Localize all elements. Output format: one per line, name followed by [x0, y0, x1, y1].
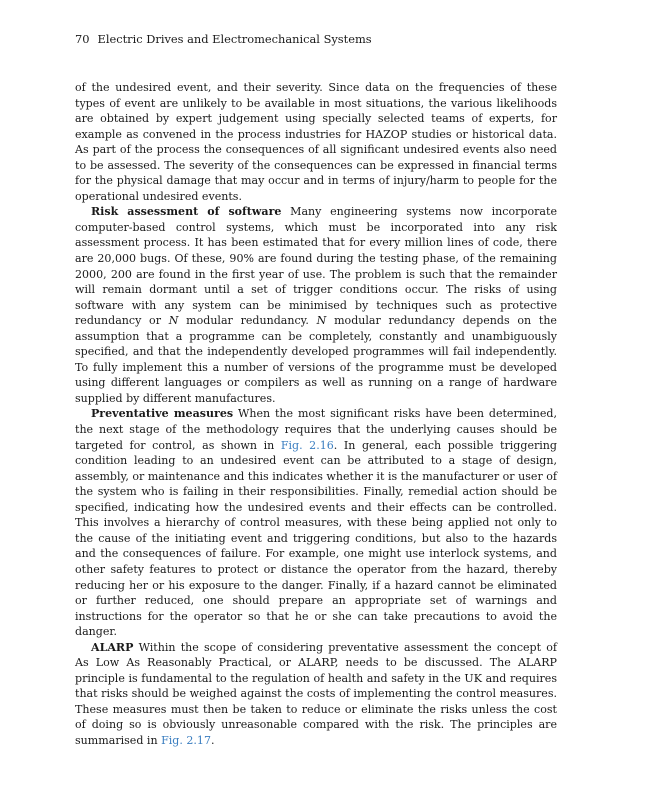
paragraph-text: When the most significant risks have been determined, the next stage of the methodology requires that the underlying causes should be targeted for control, as shown in: [75, 407, 557, 452]
paragraph-text: Within the scope of considering preventative assessment the concept of As Low As Reasonably Practical, or ALARP, needs to be discussed. The ALARP principle is fundamental to the regulation of health and safety in the UK and requires that risks should be weighed against the costs of implementing the control measures. These measures must then be taken to reduce or eliminate the risks unless the cost of doing so is obviously unreasonable compared with the risk. The principles are summarised in: [75, 640, 557, 747]
paragraph-text: modular redundancy depends on the assumption that a programme can be completely, constantly and unambiguously specified, and that the independently developed programmes will fail independently. To fully implement this a number of versions of the programme must be developed using different languages or compilers as well as running on a range of hardware supplied by different manufactures.: [75, 314, 557, 405]
paragraph-text: .: [210, 733, 215, 747]
run-in-heading: Preventative measures: [91, 407, 234, 421]
paragraph-risk-assessment-software: [75, 204, 557, 406]
page-number: 70: [75, 32, 90, 46]
italic-symbol: N: [168, 314, 179, 328]
paragraph-preventative-measures: [75, 406, 557, 639]
run-in-heading: Risk assessment of software: [91, 205, 282, 219]
body-text: [75, 80, 557, 749]
running-title: Electric Drives and Electromechanical Systems: [97, 32, 372, 46]
paragraph-event-severity: [75, 80, 557, 204]
run-in-heading: ALARP: [91, 640, 134, 654]
paragraph-text: modular redundancy.: [178, 314, 317, 328]
italic-symbol: N: [316, 314, 327, 328]
paragraph-text: of the undesired event, and their severity. Since data on the frequencies of these types of event are unlikely to be available in most situations, the various likelihoods are obtained by expert judgement using specially selected teams of experts, for example as convened in the process industries for HAZOP studies or historical data. As part of the process the consequences of all significant undesired events also need to be assessed. The severity of the consequences can be expressed in financial terms for the physical damage that may occur and in terms of injury/harm to people for the operational undesired events.: [75, 81, 557, 203]
running-header: [75, 31, 565, 47]
paragraph-alarp: [75, 640, 557, 749]
figure-link-2-17[interactable]: Fig. 2.17: [161, 733, 211, 747]
paragraph-text: Many engineering systems now incorporate computer-based control systems, which must be incorporated into any risk assessment process. It has been estimated that for every million lines of code, there are 20,000 bugs. Of these, 90% are found during the testing phase, of the remaining 2000, 200 are found in the first year of use. The problem is such that the remainder will remain dormant until a set of trigger conditions occur. The risks of using software with any system can be minimised by techniques such as protective redundancy or: [75, 205, 557, 328]
figure-link-2-16[interactable]: Fig. 2.16: [280, 438, 334, 452]
paragraph-text: . In general, each possible triggering condition leading to an undesired event can be attributed to a stage of design, assembly, or maintenance and this indicates whether it is the manufacturer or user of the system who is failing in their responsibilities. Finally, remedial action should be specified, indicating how the undesired events and their effects can be controlled. This involves a hierarchy of control measures, with these being applied not only to the cause of the initiating event and triggering conditions, but also to the hazards and the consequences of failure. For example, one might use interlock systems, and other safety features to protect or distance the operator from the hazard, thereby reducing her or his exposure to the danger. Finally, if a hazard cannot be eliminated or further reduced, one should prepare an appropriate set of warnings and instructions for the operator so that he or she can take precautions to avoid the danger.: [75, 438, 557, 639]
